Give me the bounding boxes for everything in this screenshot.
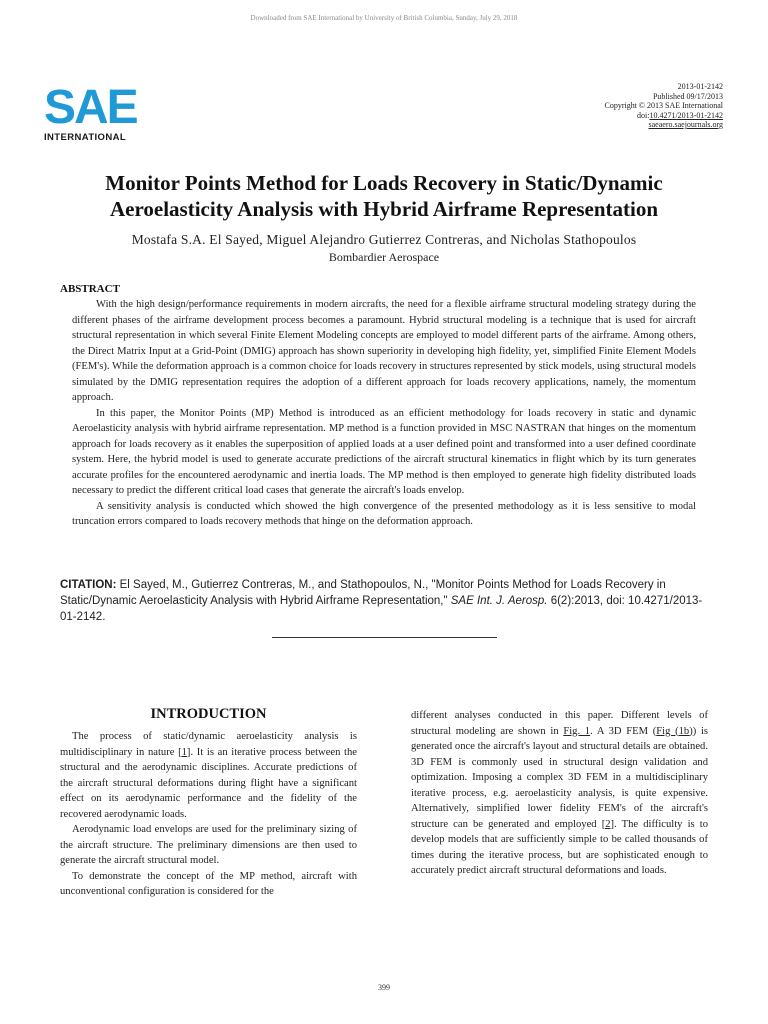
copyright: Copyright © 2013 SAE International xyxy=(604,101,723,110)
abstract-paragraph-2: In this paper, the Monitor Points (MP) Method is introduced as an efficient methodology for loads recovery in static and dynamic Aeroelasticity analysis with hybrid airframe representation. MP method is a function provided in MSC NASTRAN that hinges on the momentum approach for loads recovery as it enables the superposition of applied loads at a user defined point and transformed into a user defined coordinate system. Here, the hybrid model is used to generate accurate predictions of the aircraft structural kinematics in flight which by its turn generates accurate profiles for the encountered aerodynamic and inertia loads. The MP method is then employed to generate high fidelity distributed loads necessary to predict the different critical load cases that generate the aircraft's loads envelop. xyxy=(72,407,696,496)
abstract-body xyxy=(72,297,696,530)
affiliation: Bombardier Aerospace xyxy=(328,250,440,264)
paper-title xyxy=(60,170,708,222)
fig-1-link[interactable]: Fig. 1 xyxy=(563,725,591,737)
download-note: Downloaded from SAE International by University of British Columbia, Sunday, July 29, 2018 xyxy=(250,14,518,22)
published-date: Published 09/17/2013 xyxy=(652,91,723,101)
title-line-2: Aeroelasticity Analysis with Hybrid Airframe Representation xyxy=(109,197,659,221)
intro-p1-end: . It is an iterative process between the structural and the aerodynamic disciplines. Accurate predictions of the aircraft structural deformations during flight have a significant effect on its aerodynamic performance and the fidelity of the recovered aerodynamic loads. xyxy=(60,746,357,820)
intro-cont-c: ) is generated once the aircraft's layout and structural details are obtained. 3D FEM is commonly used in structural design validation and optimization. Imposing a complex 3D FEM in a multidisciplinary iterative process, e.g. aeroelasticity analysis, is quite expensive. Alternatively, simplified lower fidelity FEM's of the aircraft's structure can be generated and employed xyxy=(411,725,709,830)
ref-2-link[interactable]: [2] xyxy=(601,818,615,830)
intro-cont-a: different analyses conducted in this paper. Different levels of structural modeling are shown in xyxy=(411,710,708,737)
journal-site-link[interactable]: saeaero.saejournals.org xyxy=(648,120,723,129)
intro-paragraph-2: Aerodynamic load envelops are used for the preliminary sizing of the aircraft structure. The preliminary dimensions are then used to generate the aircraft structural model. xyxy=(60,824,357,866)
doi-prefix: doi: xyxy=(636,110,650,120)
ref-1-link[interactable]: [1] xyxy=(178,746,191,758)
citation-label: CITATION: xyxy=(60,579,117,591)
sae-logo xyxy=(44,81,140,143)
citation-rest: 6(2):2013, doi: 10.4271/2013-01-2142. xyxy=(60,595,703,623)
left-column xyxy=(60,705,357,900)
intro-p1-start: The process of static/dynamic aeroelasticity analysis is multidisciplinary in nature xyxy=(60,731,357,758)
page-number: 399 xyxy=(378,983,390,992)
fig-1b-link[interactable]: Fig (1b) xyxy=(656,725,693,737)
logo-mark: SAE xyxy=(44,81,137,134)
citation-text: El Sayed, M., Gutierrez Contreras, M., and Stathopoulos, N., "Monitor Points Method for Loads Recovery in Static/Dynamic Aeroelasticity Analysis with Hybrid Airframe Representation," xyxy=(60,579,666,607)
citation-journal: SAE Int. J. Aerosp. xyxy=(450,595,548,607)
right-column xyxy=(411,708,708,879)
intro-paragraph-continued xyxy=(411,708,708,879)
doi-line xyxy=(604,111,723,121)
section-divider xyxy=(272,637,497,638)
citation xyxy=(60,577,708,625)
title-line-1: Monitor Points Method for Loads Recovery in Static/Dynamic xyxy=(105,171,663,195)
paper-meta xyxy=(604,82,723,130)
logo-subtext: INTERNATIONAL xyxy=(44,132,127,143)
abstract-heading: ABSTRACT xyxy=(60,283,120,295)
intro-paragraph-3: To demonstrate the concept of the MP method, aircraft with unconventional configuration is considered for the xyxy=(60,870,357,897)
intro-paragraph-1 xyxy=(60,729,357,822)
introduction-heading: INTRODUCTION xyxy=(150,706,267,722)
abstract-paragraph-1: With the high design/performance requirements in modern aircrafts, the need for a flexible airframe structural modeling strategy during the different phases of the airframe development process becomes a paramount. Hybrid structural modeling is a technique that is used for aircraft structural representation in which several Finite Element Modeling concepts are employed to model different parts of the airframe. Among others, the Direct Matrix Input at a Grid-Point (DMIG) approach has shown superiority in developing high fidelity, yet, simplified Finite Element Models (FEM's). While the deformation approach is a common choice for loads recovery in structures represented by stick models, using structural models simulated by the DMIG representation requires the adoption of a different approach for loads recovery applications, namely, the momentum approach. xyxy=(72,299,696,403)
abstract-paragraph-3: A sensitivity analysis is conducted which showed the high convergence of the presented methodology as it is less sensitive to modal truncation errors compared to loads recovery methods that hinge on the deformation approach. xyxy=(72,500,696,527)
doi-link[interactable]: 10.4271/2013-01-2142 xyxy=(649,110,723,120)
paper-number: 2013-01-2142 xyxy=(677,82,723,91)
authors: Mostafa S.A. El Sayed, Miguel Alejandro Gutierrez Contreras, and Nicholas Stathopoulos xyxy=(131,232,637,247)
intro-cont-d: . The difficulty is to develop models that are sufficiently simple to be called thousands of times during the iterative process, but are sophisticated enough to accurately predict aircraft structural deformations and loads. xyxy=(411,818,708,876)
intro-cont-b: . A 3D FEM ( xyxy=(590,725,657,737)
